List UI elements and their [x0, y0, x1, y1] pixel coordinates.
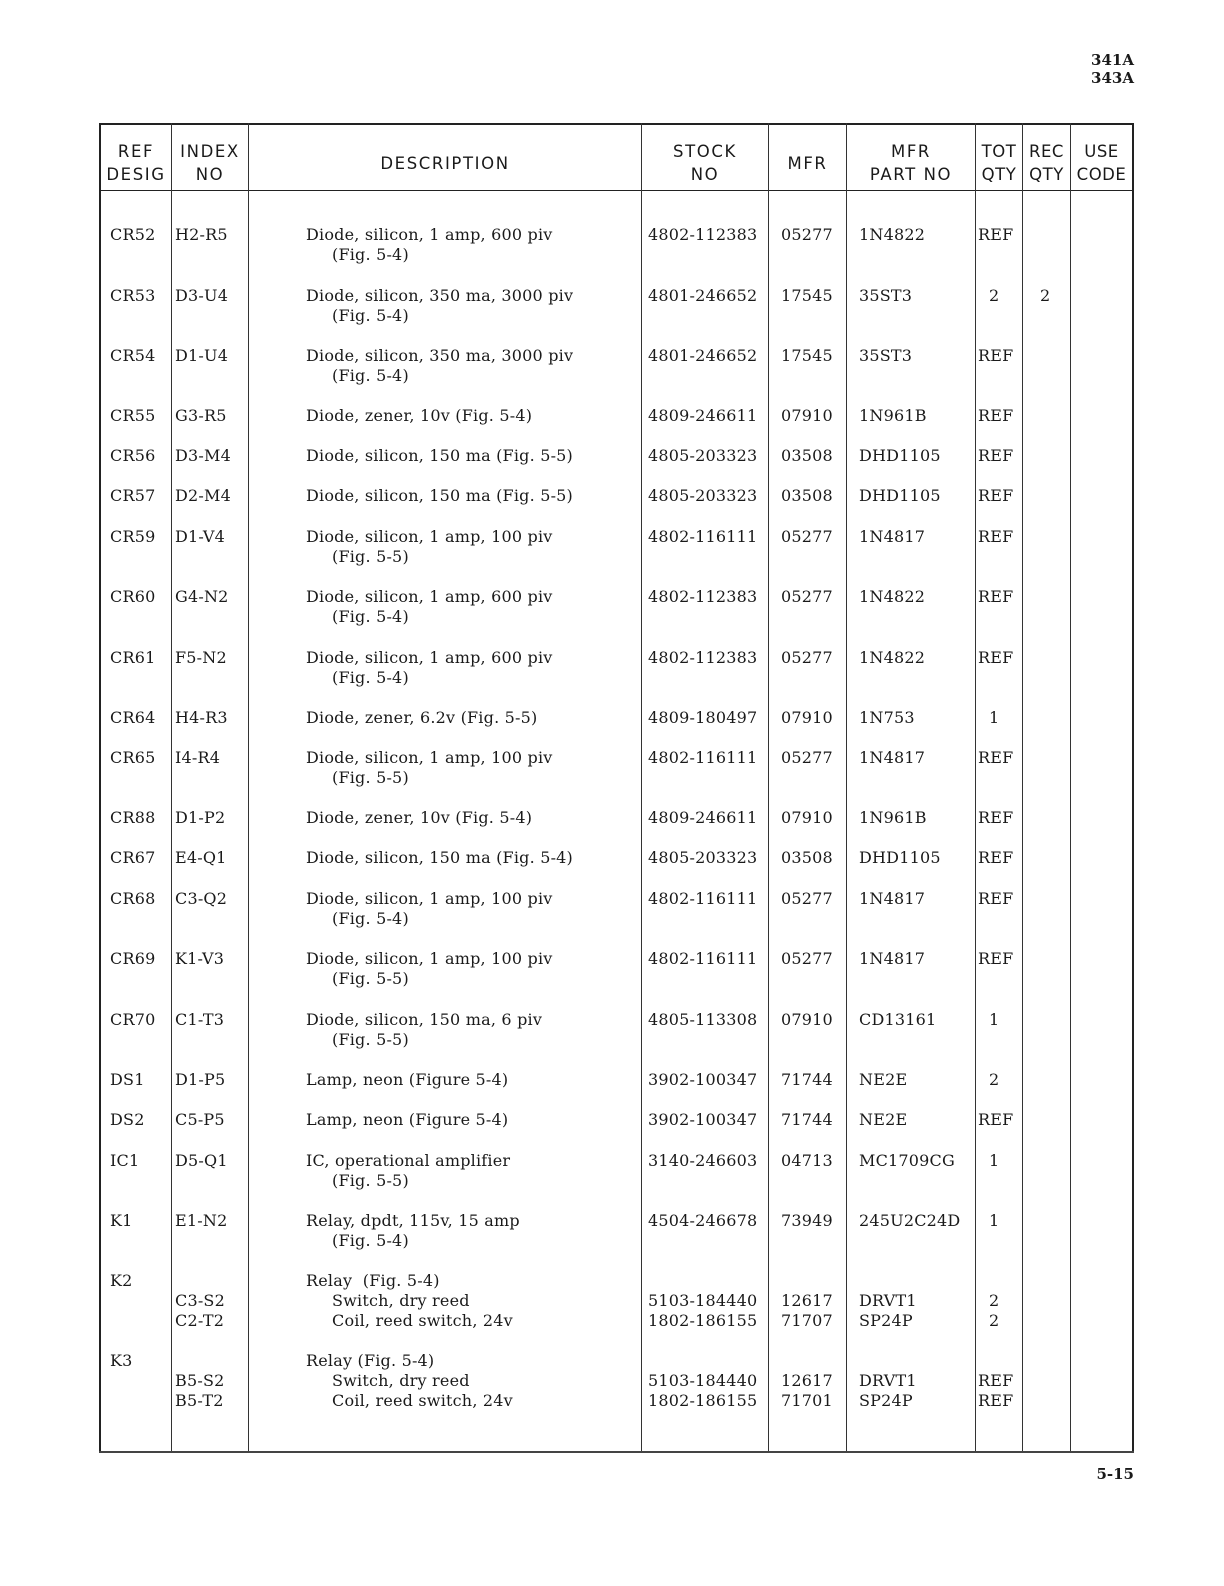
- tot-qty-cell: REF: [978, 527, 1014, 546]
- mfr-code-cell: 04713: [781, 1151, 833, 1170]
- ref-desig-cell: CR65: [110, 748, 156, 767]
- model-number-341a: 341A: [1091, 51, 1134, 69]
- mfr-code-cell: 05277: [781, 225, 833, 244]
- index-no-cell: E4-Q1: [175, 848, 227, 867]
- stock-no-cell: 4802-116111: [648, 949, 758, 968]
- column-divider: [248, 123, 249, 1451]
- index-no-cell: E1-N2: [175, 1211, 228, 1230]
- description-cell: Diode, zener, 10v (Fig. 5-4): [306, 808, 533, 827]
- description-cell: Diode, silicon, 1 amp, 100 piv: [306, 949, 553, 968]
- description-continuation-cell: (Fig. 5-4): [332, 909, 409, 928]
- description-cell: Diode, zener, 10v (Fig. 5-4): [306, 406, 533, 425]
- mfr-code-cell: 07910: [781, 1010, 833, 1029]
- ref-desig-cell: K2: [110, 1271, 133, 1290]
- description-sub-item-cell: Switch, dry reed: [332, 1371, 470, 1390]
- tot-qty-cell: REF: [978, 1391, 1014, 1410]
- index-no-cell: D1-P2: [175, 808, 226, 827]
- tot-qty-cell: 1: [989, 708, 1000, 727]
- mfr-code-cell: 73949: [781, 1211, 833, 1230]
- description-sub-item-cell: Switch, dry reed: [332, 1291, 470, 1310]
- stock-no-cell: 5103-184440: [648, 1291, 758, 1310]
- stock-no-cell: 4809-180497: [648, 708, 758, 727]
- stock-no-cell: 4802-116111: [648, 527, 758, 546]
- mfr-code-cell: 03508: [781, 486, 833, 505]
- mfr-part-no-cell: NE2E: [859, 1110, 908, 1129]
- tot-qty-cell: 2: [989, 1311, 1000, 1330]
- description-continuation-cell: (Fig. 5-4): [332, 366, 409, 385]
- index-no-cell: C5-P5: [175, 1110, 225, 1129]
- stock-no-cell: 4801-246652: [648, 346, 758, 365]
- description-continuation-cell: (Fig. 5-4): [332, 668, 409, 687]
- tot-qty-cell: REF: [978, 406, 1014, 425]
- mfr-part-no-cell: 1N4822: [859, 225, 926, 244]
- tot-qty-cell: REF: [978, 1110, 1014, 1129]
- header-use-code: USE CODE: [1076, 142, 1127, 184]
- mfr-code-cell: 71701: [781, 1391, 833, 1410]
- ref-desig-cell: DS1: [110, 1070, 145, 1089]
- description-cell: Diode, silicon, 150 ma, 6 piv: [306, 1010, 543, 1029]
- mfr-code-cell: 03508: [781, 848, 833, 867]
- mfr-code-cell: 17545: [781, 286, 833, 305]
- mfr-part-no-cell: 1N4817: [859, 527, 926, 546]
- column-divider: [1070, 123, 1071, 1451]
- stock-no-cell: 3140-246603: [648, 1151, 758, 1170]
- header-mfr-part-no: MFR PART NO: [869, 142, 953, 184]
- ref-desig-cell: CR60: [110, 587, 156, 606]
- stock-no-cell: 4805-113308: [648, 1010, 758, 1029]
- tot-qty-cell: 2: [989, 1070, 1000, 1089]
- header-index-no: INDEX NO: [180, 142, 240, 184]
- stock-no-cell: 4805-203323: [648, 848, 758, 867]
- index-no-cell: C1-T3: [175, 1010, 225, 1029]
- ref-desig-cell: CR88: [110, 808, 156, 827]
- stock-no-cell: 4802-112383: [648, 587, 758, 606]
- mfr-code-cell: 17545: [781, 346, 833, 365]
- ref-desig-cell: CR54: [110, 346, 156, 365]
- ref-desig-cell: CR69: [110, 949, 156, 968]
- mfr-part-no-cell: DRVT1: [859, 1371, 917, 1390]
- ref-desig-cell: K1: [110, 1211, 133, 1230]
- index-no-cell: C3-S2: [175, 1291, 225, 1310]
- mfr-part-no-cell: MC1709CG: [859, 1151, 955, 1170]
- mfr-code-cell: 05277: [781, 648, 833, 667]
- mfr-part-no-cell: SP24P: [859, 1391, 913, 1410]
- ref-desig-cell: CR61: [110, 648, 156, 667]
- ref-desig-cell: CR59: [110, 527, 156, 546]
- index-no-cell: G4-N2: [175, 587, 229, 606]
- description-continuation-cell: (Fig. 5-4): [332, 1231, 409, 1250]
- mfr-part-no-cell: 35ST3: [859, 346, 913, 365]
- mfr-part-no-cell: 1N4817: [859, 949, 926, 968]
- mfr-part-no-cell: DHD1105: [859, 848, 941, 867]
- ref-desig-cell: DS2: [110, 1110, 145, 1129]
- ref-desig-cell: CR53: [110, 286, 156, 305]
- index-no-cell: H4-R3: [175, 708, 228, 727]
- index-no-cell: H2-R5: [175, 225, 228, 244]
- stock-no-cell: 1802-186155: [648, 1391, 758, 1410]
- stock-no-cell: 4802-112383: [648, 225, 758, 244]
- mfr-code-cell: 05277: [781, 527, 833, 546]
- page-number: 5-15: [1096, 1465, 1134, 1483]
- mfr-part-no-cell: DRVT1: [859, 1291, 917, 1310]
- description-cell: Diode, silicon, 1 amp, 600 piv: [306, 648, 553, 667]
- ref-desig-cell: CR52: [110, 225, 156, 244]
- stock-no-cell: 1802-186155: [648, 1311, 758, 1330]
- index-no-cell: C3-Q2: [175, 889, 228, 908]
- stock-no-cell: 3902-100347: [648, 1070, 758, 1089]
- description-cell: Diode, silicon, 150 ma (Fig. 5-5): [306, 446, 573, 465]
- ref-desig-cell: CR68: [110, 889, 156, 908]
- tot-qty-cell: REF: [978, 486, 1014, 505]
- column-divider: [846, 123, 847, 1451]
- mfr-code-cell: 05277: [781, 748, 833, 767]
- ref-desig-cell: K3: [110, 1351, 133, 1370]
- column-divider: [1022, 123, 1023, 1451]
- model-number-343a: 343A: [1091, 69, 1134, 87]
- stock-no-cell: 4801-246652: [648, 286, 758, 305]
- description-continuation-cell: (Fig. 5-4): [332, 245, 409, 264]
- ref-desig-cell: CR57: [110, 486, 156, 505]
- tot-qty-cell: 1: [989, 1151, 1000, 1170]
- description-cell: Diode, silicon, 150 ma (Fig. 5-5): [306, 486, 573, 505]
- tot-qty-cell: REF: [978, 808, 1014, 827]
- header-description: DESCRIPTION: [380, 153, 510, 173]
- mfr-code-cell: 12617: [781, 1291, 833, 1310]
- description-cell: Diode, silicon, 350 ma, 3000 piv: [306, 286, 574, 305]
- tot-qty-cell: REF: [978, 346, 1014, 365]
- index-no-cell: K1-V3: [175, 949, 225, 968]
- tot-qty-cell: 1: [989, 1211, 1000, 1230]
- description-cell: Diode, silicon, 1 amp, 100 piv: [306, 748, 553, 767]
- mfr-code-cell: 05277: [781, 949, 833, 968]
- tot-qty-cell: REF: [978, 889, 1014, 908]
- index-no-cell: B5-T2: [175, 1391, 224, 1410]
- mfr-part-no-cell: 1N4822: [859, 587, 926, 606]
- mfr-code-cell: 07910: [781, 708, 833, 727]
- column-divider: [641, 123, 642, 1451]
- description-continuation-cell: (Fig. 5-5): [332, 969, 409, 988]
- index-no-cell: D1-U4: [175, 346, 229, 365]
- description-continuation-cell: (Fig. 5-5): [332, 768, 409, 787]
- mfr-code-cell: 05277: [781, 889, 833, 908]
- mfr-code-cell: 71744: [781, 1070, 833, 1089]
- tot-qty-cell: REF: [978, 1371, 1014, 1390]
- mfr-part-no-cell: 35ST3: [859, 286, 913, 305]
- mfr-part-no-cell: 1N961B: [859, 406, 927, 425]
- description-continuation-cell: (Fig. 5-5): [332, 1030, 409, 1049]
- description-continuation-cell: (Fig. 5-4): [332, 306, 409, 325]
- stock-no-cell: 4802-116111: [648, 748, 758, 767]
- tot-qty-cell: REF: [978, 225, 1014, 244]
- description-cell: Diode, zener, 6.2v (Fig. 5-5): [306, 708, 538, 727]
- mfr-part-no-cell: SP24P: [859, 1311, 913, 1330]
- mfr-part-no-cell: 245U2C24D: [859, 1211, 961, 1230]
- description-cell: Diode, silicon, 1 amp, 600 piv: [306, 587, 553, 606]
- description-sub-item-cell: Coil, reed switch, 24v: [332, 1311, 513, 1330]
- tot-qty-cell: REF: [978, 848, 1014, 867]
- index-no-cell: D3-U4: [175, 286, 229, 305]
- mfr-code-cell: 07910: [781, 406, 833, 425]
- column-divider: [975, 123, 976, 1451]
- mfr-code-cell: 05277: [781, 587, 833, 606]
- header-mfr: MFR: [787, 153, 828, 173]
- mfr-code-cell: 71707: [781, 1311, 833, 1330]
- ref-desig-cell: CR56: [110, 446, 156, 465]
- rec-qty-cell: 2: [1040, 286, 1051, 305]
- stock-no-cell: 4805-203323: [648, 486, 758, 505]
- tot-qty-cell: 2: [989, 286, 1000, 305]
- tot-qty-cell: 2: [989, 1291, 1000, 1310]
- ref-desig-cell: CR70: [110, 1010, 156, 1029]
- index-no-cell: G3-R5: [175, 406, 227, 425]
- index-no-cell: C2-T2: [175, 1311, 225, 1330]
- index-no-cell: D3-M4: [175, 446, 231, 465]
- column-divider: [171, 123, 172, 1451]
- mfr-part-no-cell: 1N753: [859, 708, 915, 727]
- header-stock-no: STOCK NO: [673, 142, 737, 184]
- mfr-part-no-cell: DHD1105: [859, 486, 941, 505]
- header-ref-desig: REF DESIG: [106, 142, 166, 184]
- stock-no-cell: 4809-246611: [648, 406, 758, 425]
- description-cell: Lamp, neon (Figure 5-4): [306, 1110, 509, 1129]
- description-cell: Diode, silicon, 1 amp, 100 piv: [306, 527, 553, 546]
- description-cell: Lamp, neon (Figure 5-4): [306, 1070, 509, 1089]
- description-cell: Diode, silicon, 1 amp, 100 piv: [306, 889, 553, 908]
- mfr-part-no-cell: 1N4817: [859, 889, 926, 908]
- tot-qty-cell: REF: [978, 446, 1014, 465]
- mfr-part-no-cell: DHD1105: [859, 446, 941, 465]
- stock-no-cell: 4802-116111: [648, 889, 758, 908]
- table-bottom-rule: [99, 1451, 1134, 1453]
- ref-desig-cell: CR67: [110, 848, 156, 867]
- mfr-part-no-cell: 1N4822: [859, 648, 926, 667]
- description-continuation-cell: (Fig. 5-4): [332, 607, 409, 626]
- tot-qty-cell: REF: [978, 748, 1014, 767]
- stock-no-cell: 3902-100347: [648, 1110, 758, 1129]
- header-rec-qty: REC QTY: [1029, 142, 1064, 184]
- description-continuation-cell: (Fig. 5-5): [332, 1171, 409, 1190]
- tot-qty-cell: REF: [978, 587, 1014, 606]
- mfr-code-cell: 12617: [781, 1371, 833, 1390]
- stock-no-cell: 4802-112383: [648, 648, 758, 667]
- description-cell: IC, operational amplifier: [306, 1151, 511, 1170]
- mfr-code-cell: 03508: [781, 446, 833, 465]
- header-tot-qty: TOT QTY: [981, 142, 1017, 184]
- mfr-part-no-cell: CD13161: [859, 1010, 937, 1029]
- description-sub-item-cell: Coil, reed switch, 24v: [332, 1391, 513, 1410]
- description-cell: Relay (Fig. 5-4): [306, 1351, 435, 1370]
- description-cell: Diode, silicon, 350 ma, 3000 piv: [306, 346, 574, 365]
- stock-no-cell: 4805-203323: [648, 446, 758, 465]
- mfr-code-cell: 71744: [781, 1110, 833, 1129]
- index-no-cell: F5-N2: [175, 648, 227, 667]
- index-no-cell: B5-S2: [175, 1371, 225, 1390]
- description-cell: Relay, dpdt, 115v, 15 amp: [306, 1211, 520, 1230]
- stock-no-cell: 4809-246611: [648, 808, 758, 827]
- description-continuation-cell: (Fig. 5-5): [332, 547, 409, 566]
- mfr-part-no-cell: 1N961B: [859, 808, 927, 827]
- mfr-code-cell: 07910: [781, 808, 833, 827]
- column-divider: [768, 123, 769, 1451]
- description-cell: Diode, silicon, 150 ma (Fig. 5-4): [306, 848, 573, 867]
- index-no-cell: D1-V4: [175, 527, 225, 546]
- index-no-cell: D1-P5: [175, 1070, 226, 1089]
- tot-qty-cell: 1: [989, 1010, 1000, 1029]
- tot-qty-cell: REF: [978, 949, 1014, 968]
- index-no-cell: D5-Q1: [175, 1151, 228, 1170]
- ref-desig-cell: CR64: [110, 708, 156, 727]
- mfr-part-no-cell: 1N4817: [859, 748, 926, 767]
- tot-qty-cell: REF: [978, 648, 1014, 667]
- ref-desig-cell: CR55: [110, 406, 156, 425]
- mfr-part-no-cell: NE2E: [859, 1070, 908, 1089]
- description-cell: Diode, silicon, 1 amp, 600 piv: [306, 225, 553, 244]
- description-cell: Relay (Fig. 5-4): [306, 1271, 440, 1290]
- index-no-cell: I4-R4: [175, 748, 221, 767]
- ref-desig-cell: IC1: [110, 1151, 140, 1170]
- stock-no-cell: 5103-184440: [648, 1371, 758, 1390]
- stock-no-cell: 4504-246678: [648, 1211, 758, 1230]
- parts-table-frame: [99, 123, 1134, 1453]
- index-no-cell: D2-M4: [175, 486, 231, 505]
